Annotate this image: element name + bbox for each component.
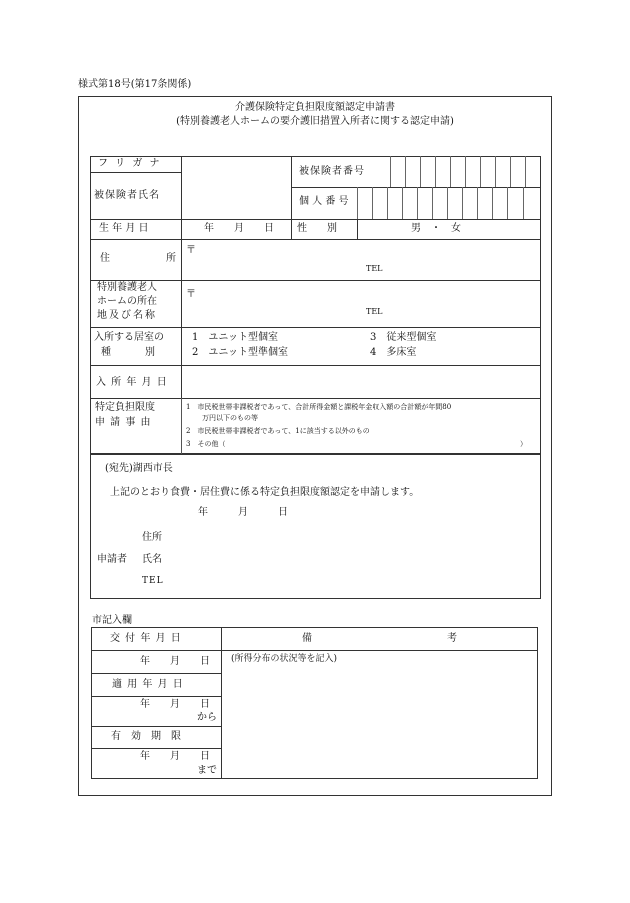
insured-number-label: 被保険者番号 (299, 166, 365, 177)
rule (181, 398, 182, 454)
birth-date-value: 年 月 日 (204, 223, 274, 234)
remarks-label: 備 (302, 633, 312, 644)
digit-box-divider (450, 156, 451, 187)
rule (91, 726, 221, 727)
rule (91, 748, 221, 749)
apply-date-label: 適 用 年 月 日 (112, 679, 184, 690)
digit-box-divider (480, 156, 481, 187)
applicant-label: 申請者 (97, 554, 127, 565)
rule (90, 365, 541, 366)
applicant-name-label: 氏名 (142, 554, 162, 565)
digit-box-divider (465, 156, 466, 187)
sex-options: 男 ・ 女 (411, 223, 461, 234)
rule (90, 239, 541, 240)
digit-box-divider (417, 187, 418, 219)
digit-box-divider (507, 187, 508, 219)
rule (181, 156, 182, 398)
rule (90, 398, 541, 399)
remarks-label: 考 (447, 633, 457, 644)
issue-date-value: 年 月 日 (140, 656, 210, 667)
digit-box-divider (477, 187, 478, 219)
postal-mark-icon: 〒 (186, 245, 196, 256)
digit-box-divider (462, 187, 463, 219)
digit-box-divider (390, 156, 391, 187)
rule (357, 219, 358, 239)
reason-option-3-close: ） (520, 440, 527, 448)
digit-box-divider (357, 187, 358, 219)
rule (90, 327, 541, 328)
city-section-title: 市記入欄 (92, 615, 132, 626)
room-option-3: 3 従来型個室 (370, 332, 437, 343)
rule (90, 219, 541, 220)
digit-box-divider (420, 156, 421, 187)
form-title: 介護保険特定負担限度額認定申請書 (235, 102, 395, 113)
digit-box-divider (387, 187, 388, 219)
address-tel-label: TEL (366, 264, 383, 273)
rule (91, 696, 221, 697)
postal-mark-icon: 〒 (186, 289, 196, 300)
facility-tel-label: TEL (366, 307, 383, 316)
applicant-address-label: 住所 (142, 532, 162, 543)
rule (91, 650, 538, 651)
individual-number-label: 個 人 番 号 (299, 196, 349, 207)
digit-box-divider (372, 187, 373, 219)
digit-box-divider (510, 156, 511, 187)
digit-box-divider (402, 187, 403, 219)
digit-box-divider (405, 156, 406, 187)
address-label: 住 (100, 253, 110, 264)
declaration-date: 年 月 日 (198, 507, 288, 518)
digit-box-divider (492, 187, 493, 219)
declaration-statement: 上記のとおり食費・居住費に係る特定負担限度額認定を申請します。 (110, 487, 420, 498)
room-type-label: 種 別 (101, 347, 156, 358)
rule (90, 280, 541, 281)
facility-label: 地及び名称 (97, 310, 157, 321)
insured-name-label: 被保険者氏名 (94, 190, 160, 201)
reason-label: 申 請 事 由 (95, 417, 152, 428)
valid-until-label: まで (197, 765, 217, 776)
reason-label: 特定負担限度 (95, 402, 155, 413)
room-option-1: 1 ユニット型個室 (192, 332, 278, 343)
addressee: (宛先)湖西市長 (105, 463, 173, 474)
admission-date-label: 入 所 年 月 日 (96, 377, 168, 388)
birth-date-label: 生 年 月 日 (99, 223, 149, 234)
room-option-2: 2 ユニット型準個室 (192, 347, 288, 358)
digit-box-divider (525, 156, 526, 187)
form-subtitle: (特別養護老人ホームの要介護旧措置入所者に関する認定申請) (176, 116, 454, 127)
furigana-label: フ リ ガ ナ (98, 158, 162, 169)
digit-box-divider (495, 156, 496, 187)
apply-from-label: から (197, 712, 217, 723)
reason-option-2: 2 市民税世帯非課税者であって、1に該当する以外のもの (186, 427, 370, 435)
rule (90, 172, 181, 173)
rule (291, 156, 292, 239)
facility-label: 特別養護老人 (97, 282, 157, 293)
reason-option-3: 3 その他（ (186, 440, 226, 448)
issue-date-label: 交 付 年 月 日 (110, 633, 182, 644)
digit-box-divider (523, 187, 524, 219)
facility-label: ホームの所在 (97, 296, 157, 307)
rule (291, 187, 541, 188)
valid-period-value: 年 月 日 (140, 751, 210, 762)
applicant-tel-label: TEL (142, 576, 164, 586)
room-option-4: 4 多床室 (370, 347, 417, 358)
form-number: 様式第18号(第17条関係) (78, 79, 192, 90)
reason-option-1: 万円以下のもの等 (202, 414, 258, 422)
digit-box-divider (432, 187, 433, 219)
digit-box-divider (447, 187, 448, 219)
address-label: 所 (166, 253, 176, 264)
apply-date-value: 年 月 日 (140, 699, 210, 710)
digit-box-divider (435, 156, 436, 187)
rule (91, 673, 221, 674)
remarks-note: (所得分布の状況等を記入) (231, 654, 338, 664)
reason-option-1: 1 市民税世帯非課税者であって、合計所得金額と課税年金収入額の合計額が年間80 (186, 403, 452, 411)
sex-label: 性 別 (297, 223, 337, 234)
room-type-label: 入所する居室の (94, 332, 164, 343)
valid-period-label: 有 効 期 限 (111, 731, 181, 742)
